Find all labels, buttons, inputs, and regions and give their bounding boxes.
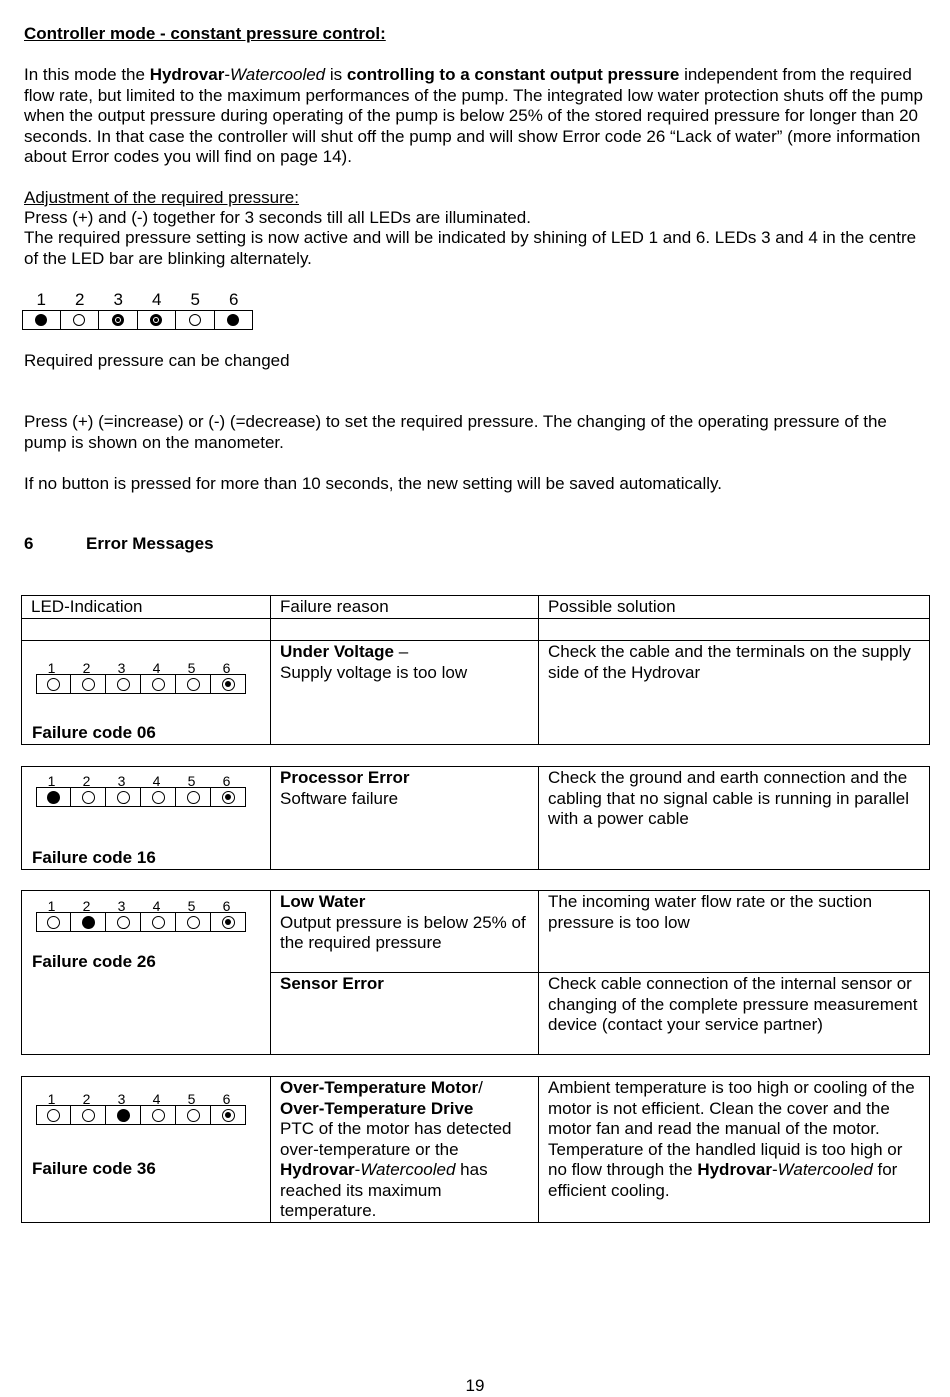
led-on-icon bbox=[117, 1109, 130, 1122]
page-number: 19 bbox=[465, 1376, 485, 1395]
led-bar bbox=[36, 674, 246, 694]
solution-cell: The incoming water flow rate or the suction pressure is too low bbox=[539, 891, 930, 973]
failure-code: Failure code 06 bbox=[32, 723, 156, 742]
error-table-36 bbox=[21, 1076, 930, 1223]
led-bar bbox=[22, 310, 253, 330]
adjustment-title: Adjustment of the required pressure: bbox=[24, 188, 299, 207]
led-cell bbox=[138, 310, 177, 330]
led-off-icon bbox=[82, 791, 95, 804]
press-instructions: Press (+) (=increase) or (-) (=decrease) to set the required pressure. The changing of the operating pressure of the pump is shown on the manometer. bbox=[24, 412, 887, 452]
led-on-icon bbox=[227, 314, 239, 326]
led-cell bbox=[141, 674, 176, 694]
led-cell bbox=[211, 787, 246, 807]
solution-cell: Check the cable and the terminals on the supply side of the Hydrovar bbox=[539, 641, 930, 745]
led-cell bbox=[176, 310, 215, 330]
led-on-icon bbox=[47, 791, 60, 804]
led-dot-icon bbox=[222, 916, 235, 929]
led-cell bbox=[215, 310, 254, 330]
led-off-icon bbox=[152, 916, 165, 929]
led-cell bbox=[99, 310, 138, 330]
led-indication-cell: 1 2 3 4 5 6 Failure code 16 bbox=[22, 767, 271, 870]
can-change-text: Required pressure can be changed bbox=[24, 351, 290, 370]
failure-reason-cell: Processor Error Software failure bbox=[271, 767, 539, 870]
led-cell bbox=[141, 787, 176, 807]
led-off-icon bbox=[189, 314, 201, 326]
led-indication-cell: 1 2 3 4 5 6 Failure code 36 bbox=[22, 1077, 271, 1223]
led-off-icon bbox=[117, 916, 130, 929]
adjustment-line1: Press (+) and (-) together for 3 seconds till all LEDs are illuminated. bbox=[24, 208, 531, 227]
adjustment-line2: The required pressure setting is now active and will be indicated by shining of LED 1 and 6. LEDs 3 and 4 in the centre of the LED bar are blinking alternately. bbox=[24, 228, 917, 268]
section-title: Error Messages bbox=[86, 534, 214, 553]
header-led-indication: LED-Indication bbox=[22, 596, 271, 619]
led-cell bbox=[211, 674, 246, 694]
led-off-icon bbox=[152, 678, 165, 691]
led-cell bbox=[36, 1105, 71, 1125]
led-on-icon bbox=[82, 916, 95, 929]
led-dot-icon bbox=[222, 791, 235, 804]
failure-reason-cell: Under Voltage – Supply voltage is too low bbox=[271, 641, 539, 745]
led-off-icon bbox=[47, 1109, 60, 1122]
led-off-icon bbox=[152, 1109, 165, 1122]
led-cell bbox=[106, 912, 141, 932]
brand-name: Hydrovar bbox=[149, 65, 225, 84]
led-cell bbox=[176, 912, 211, 932]
led-off-icon bbox=[47, 678, 60, 691]
led-off-icon bbox=[187, 678, 200, 691]
header-failure-reason: Failure reason bbox=[271, 596, 539, 619]
led-off-icon bbox=[152, 791, 165, 804]
led-cell bbox=[71, 912, 106, 932]
led-off-icon bbox=[47, 916, 60, 929]
led-off-icon bbox=[117, 678, 130, 691]
led-on-icon bbox=[35, 314, 47, 326]
led-off-icon bbox=[187, 1109, 200, 1122]
led-blink-icon bbox=[112, 314, 124, 326]
autosave-text: If no button is pressed for more than 10 seconds, the new setting will be saved automatically. bbox=[24, 474, 723, 493]
led-off-icon bbox=[82, 1109, 95, 1122]
led-cell bbox=[211, 912, 246, 932]
led-cell bbox=[71, 787, 106, 807]
error-table-16 bbox=[21, 766, 930, 870]
led-indication-cell: 1 2 3 4 5 6 Failure code 26 bbox=[22, 891, 271, 1055]
failure-reason-cell: Sensor Error bbox=[271, 973, 539, 1055]
failure-code: Failure code 36 bbox=[32, 1159, 156, 1178]
led-cell bbox=[106, 674, 141, 694]
error-table-26 bbox=[21, 890, 930, 1055]
led-off-icon bbox=[82, 678, 95, 691]
intro-paragraph: In this mode the Hydrovar-Watercooled is controlling to a constant output pressure independent from the required flow rate, but limited to the maximum performances of the pump. The integrated low water protection shuts off the pump when the output pressure during operating of the pump is below 25% of the stored required pressure for longer than 20 seconds. In that case the controller will shut off the pump and will show Error code 26 “Lack of water” (more information about Error codes you will find on page 14). bbox=[24, 65, 923, 166]
failure-reason-cell: Low Water Output pressure is below 25% of the required pressure bbox=[271, 891, 539, 973]
led-cell bbox=[176, 1105, 211, 1125]
led-dot-icon bbox=[222, 678, 235, 691]
led-cell bbox=[71, 674, 106, 694]
led-cell bbox=[36, 912, 71, 932]
led-dot-icon bbox=[222, 1109, 235, 1122]
led-cell bbox=[176, 674, 211, 694]
led-number-row: 1 2 3 4 5 6 bbox=[36, 290, 239, 309]
led-cell bbox=[106, 787, 141, 807]
header-possible-solution: Possible solution bbox=[539, 596, 930, 619]
led-cell bbox=[22, 310, 61, 330]
led-cell bbox=[176, 787, 211, 807]
led-bar bbox=[36, 787, 246, 807]
led-cell bbox=[141, 1105, 176, 1125]
page-heading: Controller mode - constant pressure control: bbox=[24, 24, 386, 43]
led-cell bbox=[36, 787, 71, 807]
led-cell bbox=[71, 1105, 106, 1125]
failure-code: Failure code 26 bbox=[32, 952, 156, 971]
led-off-icon bbox=[187, 791, 200, 804]
led-cell bbox=[211, 1105, 246, 1125]
failure-code: Failure code 16 bbox=[32, 848, 156, 867]
section-number: 6 bbox=[24, 534, 34, 553]
error-table-header bbox=[21, 595, 930, 745]
led-cell bbox=[141, 912, 176, 932]
solution-cell: Check the ground and earth connection and the cabling that no signal cable is running in parallel with a power cable bbox=[539, 767, 930, 870]
led-bar bbox=[36, 1105, 246, 1125]
led-cell bbox=[106, 1105, 141, 1125]
solution-cell: Ambient temperature is too high or cooling of the motor is not efficient. Clean the cover and the motor fan and read the manual of the motor. Temperature of the handled liquid is too high or no flow through the Hydrovar-Watercooled for efficient cooling. bbox=[539, 1077, 930, 1223]
led-off-icon bbox=[117, 791, 130, 804]
led-blink-icon bbox=[150, 314, 162, 326]
solution-cell: Check cable connection of the internal sensor or changing of the complete pressure measurement device (contact your service partner) bbox=[539, 973, 930, 1055]
led-off-icon bbox=[187, 916, 200, 929]
led-bar bbox=[36, 912, 246, 932]
led-cell bbox=[61, 310, 100, 330]
failure-reason-cell: Over-Temperature Motor/ Over-Temperature Drive PTC of the motor has detected over-temperature or the Hydrovar-Watercooled has reached its maximum temperature. bbox=[271, 1077, 539, 1223]
led-cell bbox=[36, 674, 71, 694]
led-off-icon bbox=[73, 314, 85, 326]
led-indication-cell: 1 2 3 4 5 6 Failure code 06 bbox=[22, 641, 271, 745]
